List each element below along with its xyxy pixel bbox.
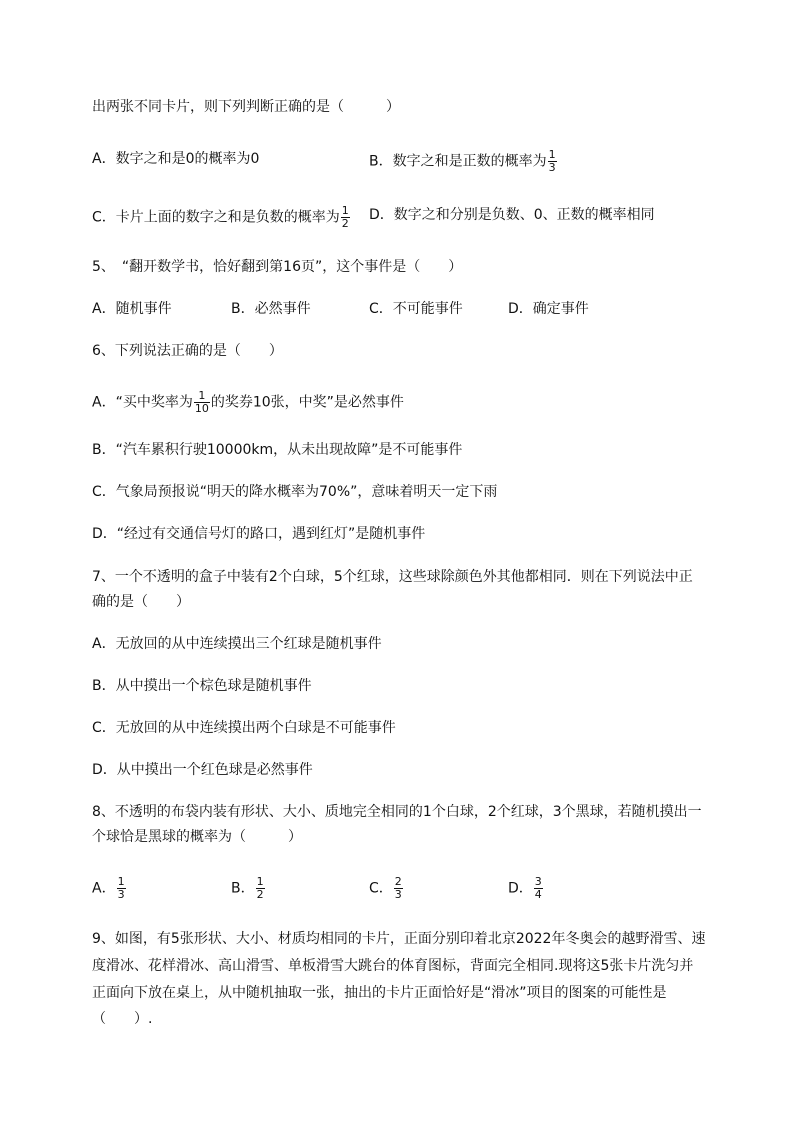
- q6-option-a: [92, 390, 404, 415]
- q7-option-c: C．无放回的从中连续摸出两个白球是不可能事件: [92, 720, 396, 736]
- q7-stem-line2: 确的是（ ）: [92, 594, 190, 610]
- fraction-denominator: 4: [534, 888, 542, 901]
- fraction-numerator: 1: [194, 390, 210, 403]
- q4-stem-tail: 出两张不同卡片，则下列判断正确的是（ ）: [92, 99, 400, 115]
- q8-option-b: [231, 876, 266, 901]
- q4-option-b-text: B．数字之和是正数的概率为: [369, 153, 547, 170]
- q6-stem: 6、下列说法正确的是（ ）: [92, 343, 283, 359]
- q7-stem-line1: 7、一个不透明的盒子中装有2个白球，5个红球，这些球除颜色外其他都相同．则在下列说法中正: [92, 569, 693, 585]
- q4-option-c-fraction: [341, 205, 350, 230]
- q5-option-c: C．不可能事件: [369, 301, 463, 317]
- q9-line3: 正面向下放在桌上，从中随机抽取一张，抽出的卡片正面恰好是“滑冰”项目的图案的可能性是: [92, 985, 667, 1001]
- q4-option-a: A．数字之和是0的概率为0: [92, 151, 260, 167]
- q5-option-d: D．确定事件: [508, 301, 589, 317]
- q6-option-a-pre: A．“买中奖率为: [92, 394, 193, 411]
- q7-option-d: D．从中摸出一个红色球是必然事件: [92, 762, 313, 778]
- q6-option-a-post: 的奖券10张，中奖”是必然事件: [210, 394, 404, 411]
- q4-option-c-text: C．卡片上面的数字之和是负数的概率为: [92, 209, 340, 226]
- q8-option-a-label: A．: [92, 880, 116, 897]
- q4-option-d: D．数字之和分别是负数、0、正数的概率相同: [369, 207, 655, 223]
- fraction-numerator: 1: [341, 204, 349, 217]
- q8-option-d-label: D．: [508, 880, 533, 897]
- q5-option-a: A．随机事件: [92, 301, 172, 317]
- fraction-denominator: 2: [341, 217, 349, 230]
- q8-option-a-fraction: [117, 876, 126, 901]
- fraction-denominator: 3: [548, 161, 556, 174]
- q7-option-a: A．无放回的从中连续摸出三个红球是随机事件: [92, 636, 382, 652]
- q9-line1: 9、如图，有5张形状、大小、材质均相同的卡片，正面分别印着北京2022年冬奥会的越野滑雪、速: [92, 931, 706, 947]
- fraction-denominator: 2: [256, 888, 264, 901]
- q8-option-a: [92, 876, 127, 901]
- fraction-denominator: 3: [394, 888, 402, 901]
- q9-line2: 度滑冰、花样滑冰、高山滑雪、单板滑雪大跳台的体育图标，背面完全相同.现将这5张卡片洗匀并: [92, 958, 694, 974]
- q8-option-d-fraction: [534, 876, 543, 901]
- q8-option-b-fraction: [256, 876, 265, 901]
- fraction-numerator: 3: [534, 875, 542, 888]
- fraction-numerator: 1: [548, 148, 556, 161]
- q4-option-c: [92, 205, 351, 230]
- q6-option-d: D．“经过有交通信号灯的路口，遇到红灯”是随机事件: [92, 526, 426, 542]
- q6-option-c: C．气象局预报说“明天的降水概率为70%”，意味着明天一定下雨: [92, 484, 498, 500]
- fraction-numerator: 1: [117, 875, 125, 888]
- q5-stem: 5、 “翻开数学书，恰好翻到第16页”，这个事件是（ ）: [92, 259, 463, 275]
- q8-option-b-label: B．: [231, 880, 255, 897]
- q6-option-a-fraction: [194, 390, 210, 415]
- q5-option-b: B．必然事件: [231, 301, 311, 317]
- q4-option-b-fraction: [548, 149, 557, 174]
- fraction-denominator: 3: [117, 888, 125, 901]
- q8-option-d: [508, 876, 544, 901]
- fraction-numerator: 2: [394, 875, 402, 888]
- q8-stem-line2: 个球恰是黑球的概率为（ ）: [92, 829, 302, 845]
- q6-option-b: B．“汽车累积行驶10000km，从未出现故障”是不可能事件: [92, 442, 463, 458]
- q8-stem-line1: 8、不透明的布袋内装有形状、大小、质地完全相同的1个白球，2个红球，3个黑球，若随机摸出一: [92, 804, 702, 820]
- q9-line4: （ ）.: [92, 1011, 153, 1027]
- q8-option-c: [369, 876, 404, 901]
- q7-option-b: B．从中摸出一个棕色球是随机事件: [92, 678, 312, 694]
- fraction-denominator: 10: [194, 402, 209, 415]
- q4-option-b: [369, 149, 558, 174]
- fraction-numerator: 1: [256, 875, 264, 888]
- q8-option-c-fraction: [394, 876, 403, 901]
- q8-option-c-label: C．: [369, 880, 393, 897]
